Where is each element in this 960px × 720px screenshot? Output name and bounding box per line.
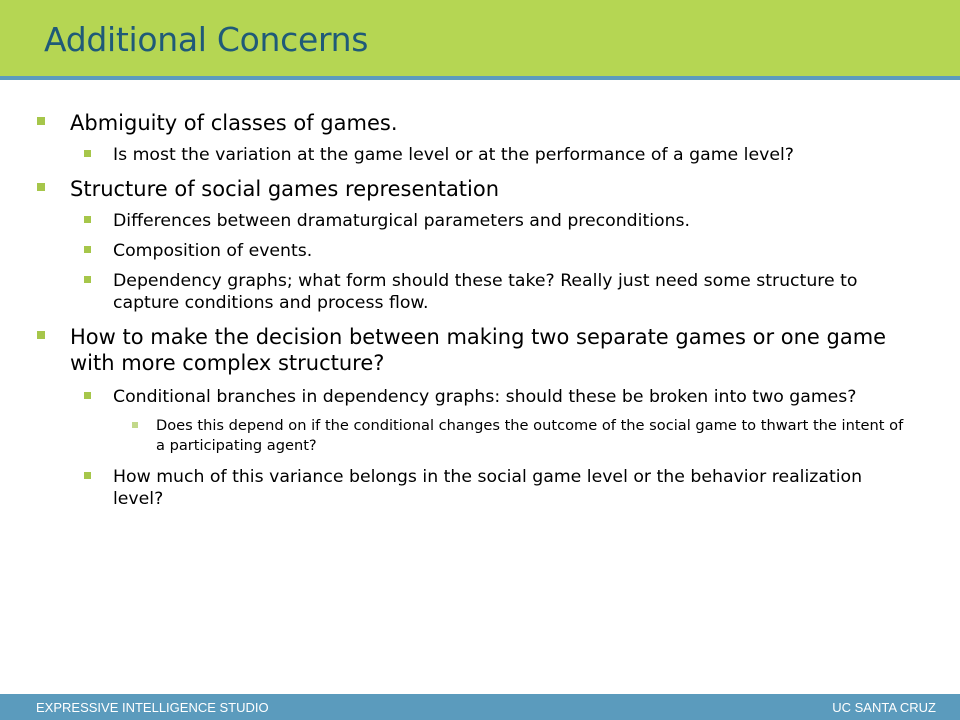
bullet-level2-variance [36, 466, 906, 510]
bullet-level3-outcome [36, 416, 906, 456]
square-bullet-icon [84, 246, 91, 253]
bullet-text: Dependency graphs; what form should these take? Really just need some structure to capture conditions and process flow. [113, 271, 858, 313]
bullet-level1-decision [36, 324, 906, 376]
bullet-text: Structure of social games representation [70, 177, 500, 201]
square-bullet-icon [84, 392, 91, 399]
square-bullet-icon [84, 216, 91, 223]
footer-bar [0, 694, 960, 720]
square-bullet-icon [37, 331, 45, 339]
slide-content [36, 110, 906, 510]
bullet-level2-differences [36, 210, 906, 232]
square-bullet-icon [84, 472, 91, 479]
bullet-level2-composition [36, 240, 906, 262]
title-bar [0, 0, 960, 80]
square-bullet-icon [132, 422, 138, 428]
square-bullet-icon [37, 183, 45, 191]
bullet-text: Is most the variation at the game level or at the performance of a game level? [113, 145, 794, 165]
footer-university-name: UC SANTA CRUZ [832, 700, 936, 715]
bullet-text: Does this depend on if the conditional changes the outcome of the social game to thwart the intent of a participating agent? [156, 417, 904, 454]
slide-title: Additional Concerns [44, 20, 369, 59]
bullet-text: Differences between dramaturgical parameters and preconditions. [113, 211, 691, 231]
bullet-text: Abmiguity of classes of games. [70, 111, 398, 135]
bullet-text: Composition of events. [113, 241, 313, 261]
footer-org-name: EXPRESSIVE INTELLIGENCE STUDIO [36, 700, 269, 715]
square-bullet-icon [37, 117, 45, 125]
bullet-level1-structure [36, 176, 906, 202]
square-bullet-icon [84, 150, 91, 157]
bullet-text: How to make the decision between making two separate games or one game with more complex structure? [70, 325, 887, 375]
bullet-text: Conditional branches in dependency graphs: should these be broken into two games? [113, 387, 857, 407]
bullet-text: How much of this variance belongs in the social game level or the behavior realization level? [113, 467, 863, 509]
bullet-level1-ambiguity [36, 110, 906, 136]
square-bullet-icon [84, 276, 91, 283]
bullet-level2-dependency-graphs [36, 270, 906, 314]
bullet-level2-variation [36, 144, 906, 166]
bullet-level2-conditional-branches [36, 386, 906, 408]
